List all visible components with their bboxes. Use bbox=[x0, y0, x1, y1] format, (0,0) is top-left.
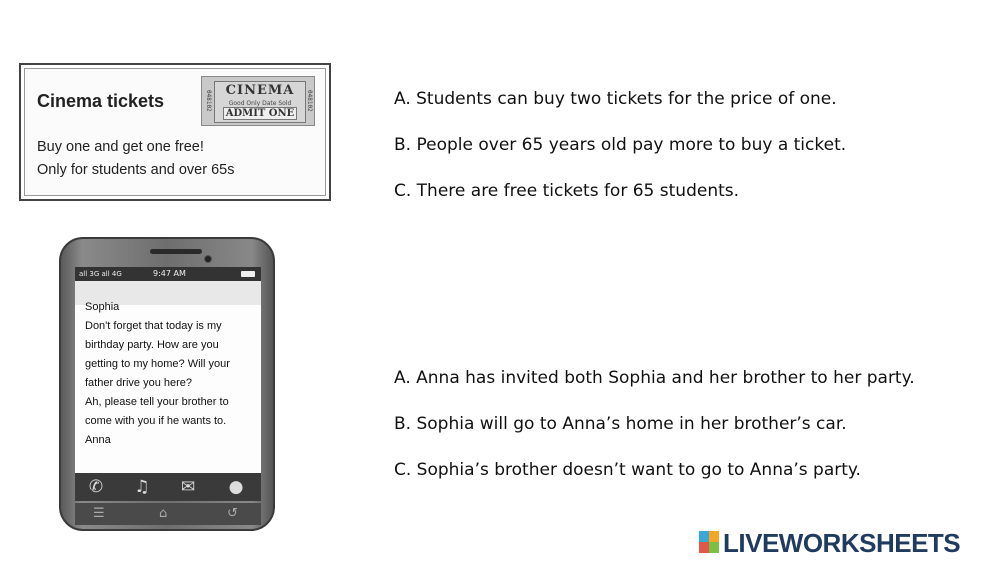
phone-dock bbox=[75, 473, 261, 501]
text-message bbox=[75, 301, 261, 473]
admit-one-ticket-image bbox=[201, 76, 315, 126]
question-2-option-b[interactable]: B. Sophia will go to Anna’s home in her brother’s car. bbox=[394, 414, 847, 434]
question-1-option-a[interactable]: A. Students can buy two tickets for the price of one. bbox=[394, 89, 837, 109]
menu-icon: ☰ bbox=[93, 506, 105, 521]
phone-nav-bar bbox=[75, 503, 261, 525]
phone-status-bar bbox=[75, 267, 261, 281]
question-2-option-a[interactable]: A. Anna has invited both Sophia and her brother to her party. bbox=[394, 368, 915, 388]
message-line: birthday party. How are you bbox=[85, 339, 219, 351]
ticket-good-only-text: Good Only Date Sold bbox=[228, 100, 292, 107]
phone-screen bbox=[75, 267, 261, 501]
phone-icon: ✆ bbox=[88, 477, 104, 497]
message-sender: Sophia bbox=[85, 301, 120, 313]
message-line: come with you if he wants to. bbox=[85, 415, 227, 427]
smartphone-image bbox=[59, 237, 275, 531]
battery-icon bbox=[241, 271, 255, 277]
home-icon: ⌂ bbox=[159, 506, 168, 521]
message-line: Ah, please tell your brother to bbox=[85, 396, 229, 408]
logo-text: LIVEWORKSHEETS bbox=[723, 528, 961, 558]
ticket-admit-text: ADMIT ONE bbox=[223, 107, 297, 120]
question-1-option-c[interactable]: C. There are free tickets for 65 students. bbox=[394, 181, 740, 201]
message-line: Don't forget that today is my bbox=[85, 320, 222, 332]
logo-badge-icon bbox=[699, 531, 719, 553]
notice-title: Cinema tickets bbox=[37, 91, 165, 111]
message-line: father drive you here? bbox=[85, 377, 193, 389]
mail-icon: ✉ bbox=[180, 477, 196, 497]
notice-line-2: Only for students and over 65s bbox=[37, 162, 235, 178]
ticket-face bbox=[214, 81, 306, 123]
ticket-serial-right: 048102 bbox=[306, 90, 313, 112]
ticket-serial-left: 048102 bbox=[205, 90, 212, 112]
globe-icon: ● bbox=[228, 477, 244, 497]
message-signature: Anna bbox=[85, 434, 111, 446]
ticket-cinema-text: CINEMA bbox=[225, 83, 295, 98]
notice-line-1: Buy one and get one free! bbox=[37, 139, 204, 155]
phone-speaker bbox=[150, 249, 202, 254]
cinema-notice bbox=[19, 63, 331, 201]
music-icon: ♫ bbox=[134, 477, 150, 497]
phone-time: 9:47 AM bbox=[153, 269, 186, 278]
signal-icon: all 3G all 4G bbox=[79, 270, 122, 278]
message-line: getting to my home? Will your bbox=[85, 358, 230, 370]
back-icon: ↺ bbox=[227, 506, 238, 521]
question-1-option-b[interactable]: B. People over 65 years old pay more to buy a ticket. bbox=[394, 135, 847, 155]
phone-camera bbox=[204, 255, 212, 263]
question-2-option-c[interactable]: C. Sophia’s brother doesn’t want to go to Anna’s party. bbox=[394, 460, 861, 480]
